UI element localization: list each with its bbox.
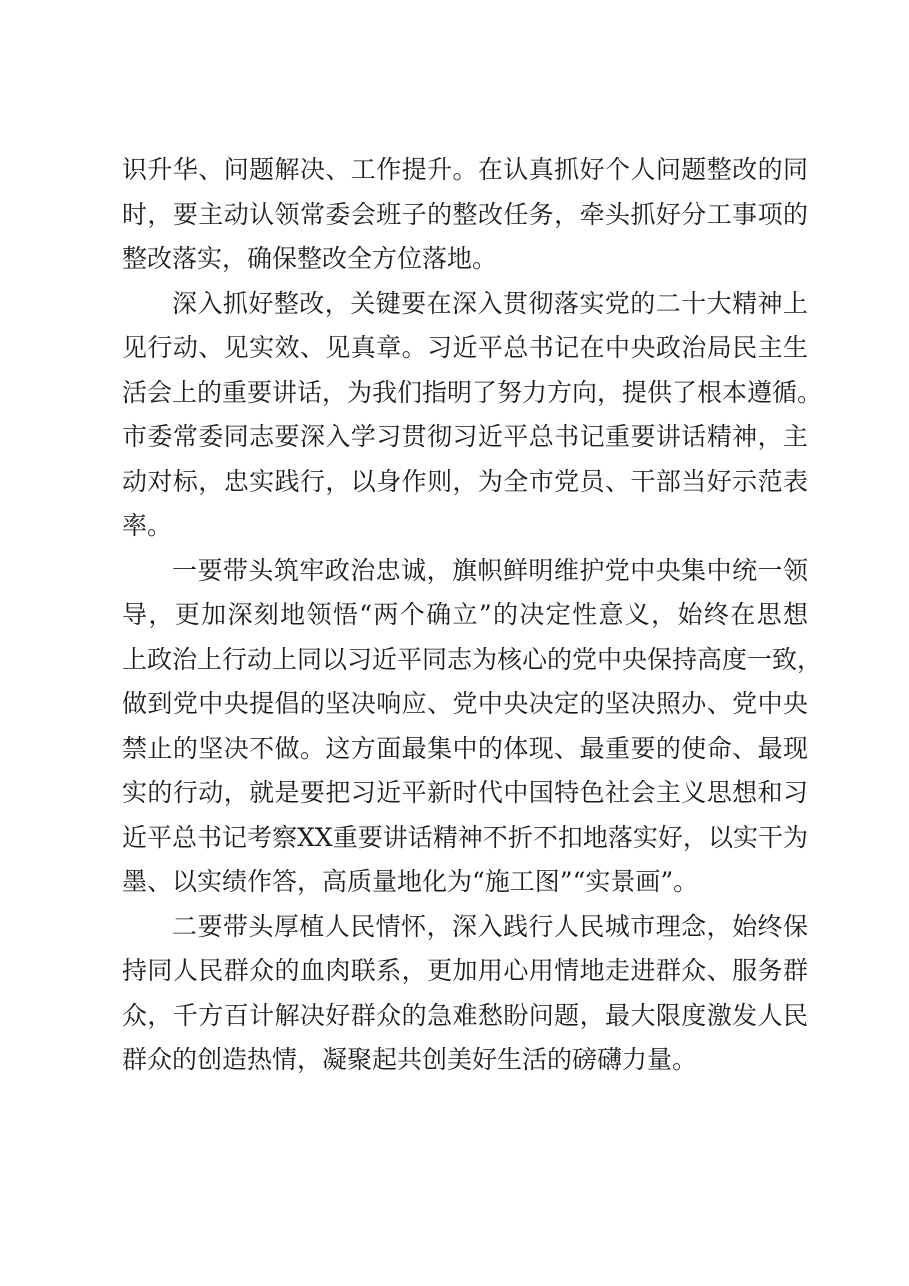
text-line: 率。 — [122, 511, 173, 540]
text-line: 众，千方百计解决好群众的急难愁盼问题，最大限度激发人民 — [122, 1000, 808, 1030]
text-line: 时，要主动认领常委会班子的整改任务，牵头抓好分工事项的 — [122, 199, 808, 229]
paragraph-first-line: 深入抓好整改，关键要在深入贯彻落实党的二十大精神上 — [172, 288, 808, 318]
paragraph-first-line: 二要带头厚植人民情怀，深入践行人民城市理念，始终保 — [172, 911, 808, 941]
text-line: 动对标，忠实践行，以身作则，为全市党员、干部当好示范表 — [122, 466, 808, 496]
text-line: 持同人民群众的血肉联系，更加用心用情地走进群众、服务群 — [122, 956, 808, 985]
text-line: 见行动、见实效、见真章。习近平总书记在中央政治局民主生 — [122, 333, 808, 362]
text-line: 导，更加深刻地领悟“两个确立”的决定性意义，始终在思想 — [122, 600, 808, 629]
paragraph-first-line: 一要带头筑牢政治忠诚，旗帜鲜明维护党中央集中统一领 — [172, 555, 808, 585]
text-line: 上政治上行动上同以习近平同志为核心的党中央保持高度一致， — [122, 644, 823, 674]
document-body — [122, 148, 823, 1083]
text-line: 实的行动，就是要把习近平新时代中国特色社会主义思想和习 — [122, 778, 808, 807]
text-line: 墨、以实绩作答，高质量地化为“施工图”“实景画”。 — [122, 867, 699, 896]
text-line: 做到党中央提倡的坚决响应、党中央决定的坚决照办、党中央 — [122, 689, 808, 718]
text-line: 市委常委同志要深入学习贯彻习近平总书记重要讲话精神，主 — [122, 422, 808, 451]
text-line: 群众的创造热情，凝聚起共创美好生活的磅礴力量。 — [122, 1045, 698, 1074]
text-line: 整改落实，确保整改全方位落地。 — [122, 244, 498, 273]
text-line: 禁止的坚决不做。这方面最集中的体现、最重要的使命、最现 — [122, 733, 808, 763]
text-line: 识升华、问题解决、工作提升。在认真抓好个人问题整改的同 — [122, 155, 808, 184]
text-line: 活会上的重要讲话，为我们指明了努力方向，提供了根本遵循。 — [122, 377, 823, 407]
text-line: 近平总书记考察XX重要讲话精神不折不扣地落实好，以实干为 — [122, 822, 808, 852]
